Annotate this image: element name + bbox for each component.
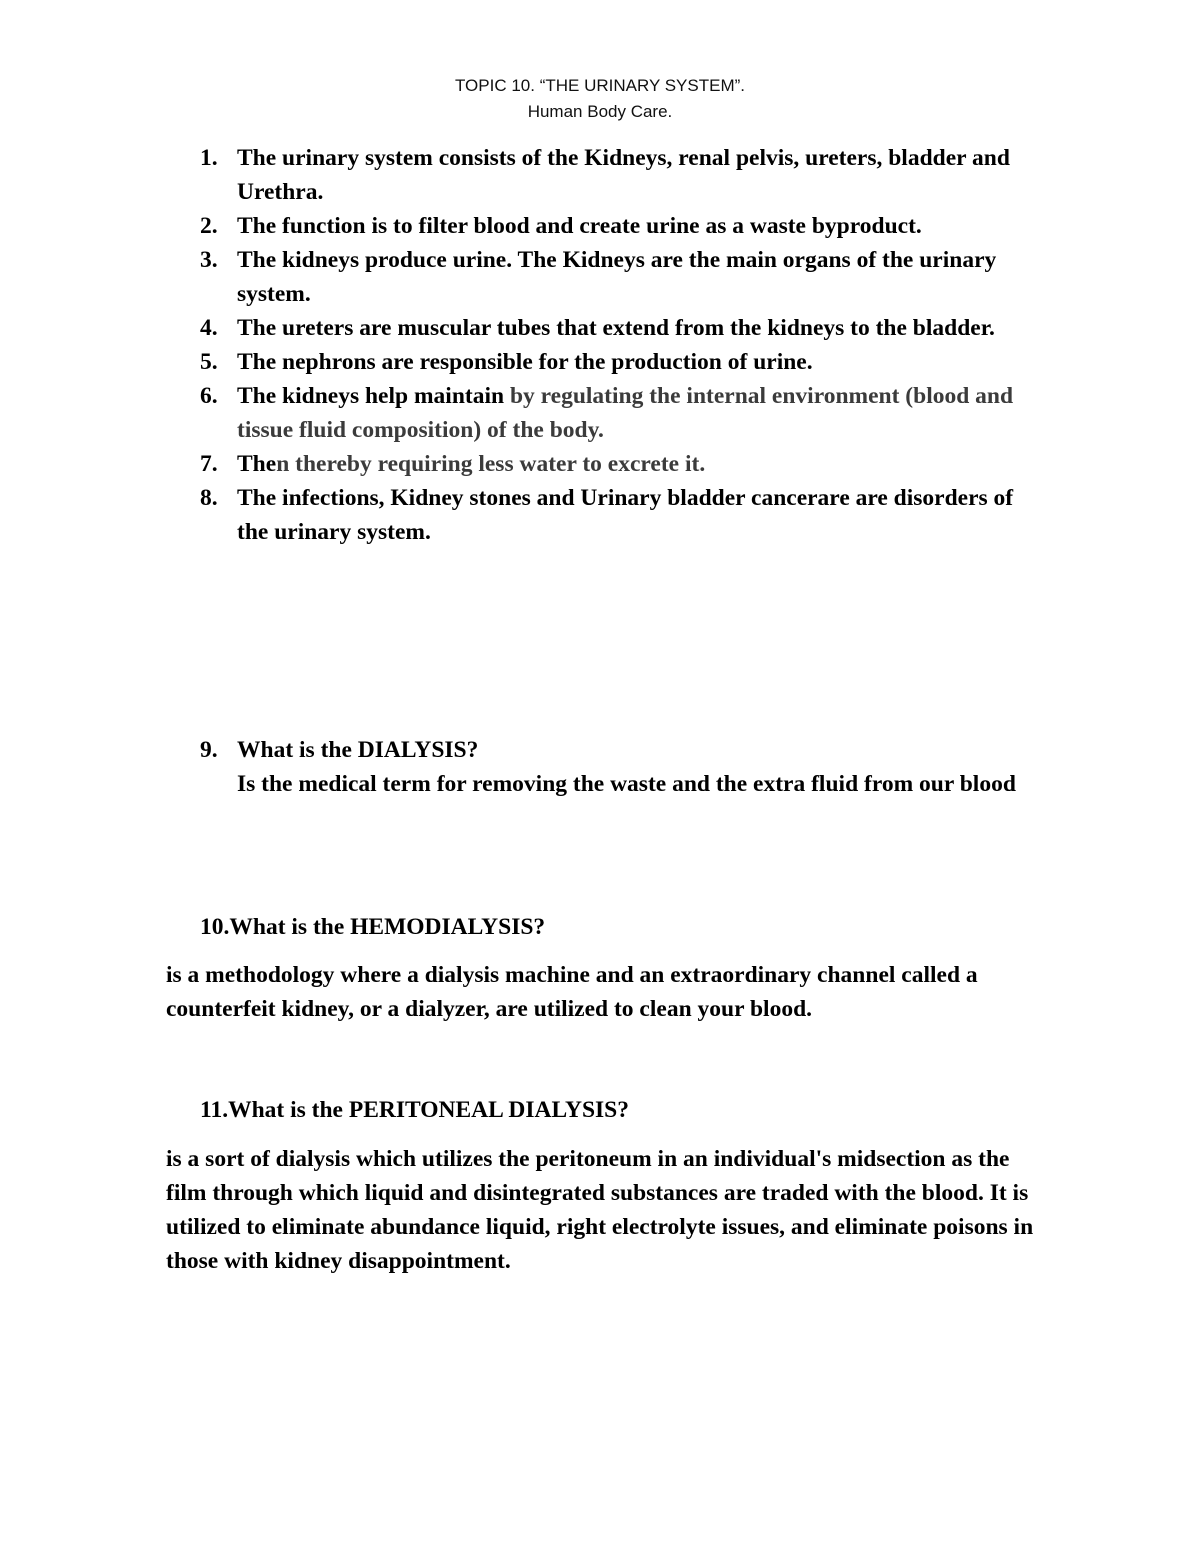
question-10: 10.What is the HEMODIALYSIS? [200, 914, 546, 940]
answer-10: is a methodology where a dialysis machine and an extraordinary channel called a counterfeit kidney, or a dialyzer, are utilized to clean your blood. [166, 962, 978, 1022]
document-subtitle: Human Body Care. [527, 102, 673, 121]
question-9: What is the DIALYSIS? [237, 737, 479, 763]
document-title: TOPIC 10. “THE URINARY SYSTEM”. [454, 76, 745, 95]
fact-list [0, 141, 1200, 549]
item-number: 9. [200, 737, 218, 763]
item-text-continued: n thereby requiring less water to excrete it. [276, 451, 706, 477]
item-number: 2. [200, 213, 218, 239]
item-number: 6. [200, 383, 218, 409]
item-text: The [237, 451, 277, 477]
item-text: The urinary system consists of the Kidneys, renal pelvis, ureters, bladder and Urethra. [237, 145, 1010, 205]
item-text: The infections, Kidney stones and Urinary bladder cancerare are disorders of the urinary system. [237, 485, 1014, 545]
item-number: 7. [200, 451, 218, 477]
question-11: 11.What is the PERITONEAL DIALYSIS? [200, 1097, 630, 1123]
list-item [0, 141, 1037, 209]
answer-9: Is the medical term for removing the waste and the extra fluid from our blood [237, 771, 1016, 797]
item-text: The kidneys help maintain [237, 383, 510, 409]
list-item [0, 345, 1037, 379]
item-number: 1. [200, 145, 218, 171]
item-text: The ureters are muscular tubes that extend from the kidneys to the bladder. [237, 315, 995, 341]
list-item [0, 447, 1037, 481]
list-item [0, 481, 1037, 549]
item-number: 4. [200, 315, 218, 341]
item-text: The nephrons are responsible for the production of urine. [237, 349, 813, 375]
item-number: 3. [200, 247, 218, 273]
item-text: The function is to filter blood and create urine as a waste byproduct. [237, 213, 922, 239]
item-number: 5. [200, 349, 218, 375]
list-item [0, 209, 1037, 243]
list-item [0, 379, 1037, 447]
list-item [0, 733, 1037, 801]
question-9-block [0, 733, 1200, 801]
item-text: The kidneys produce urine. The Kidneys are the main organs of the urinary system. [237, 247, 997, 307]
list-item [0, 243, 1037, 311]
item-number: 8. [200, 485, 218, 511]
answer-11: is a sort of dialysis which utilizes the peritoneum in an individual's midsection as the film through which liquid and disintegrated substances are traded with the blood. It is utilized to eliminate abundance liquid, right electrolyte issues, and eliminate poisons in those with kidney disappointment. [166, 1146, 1034, 1274]
list-item [0, 311, 1037, 345]
item-text-continued: by regulating the internal environment (blood and tissue fluid composition) of the body. [237, 383, 1014, 443]
